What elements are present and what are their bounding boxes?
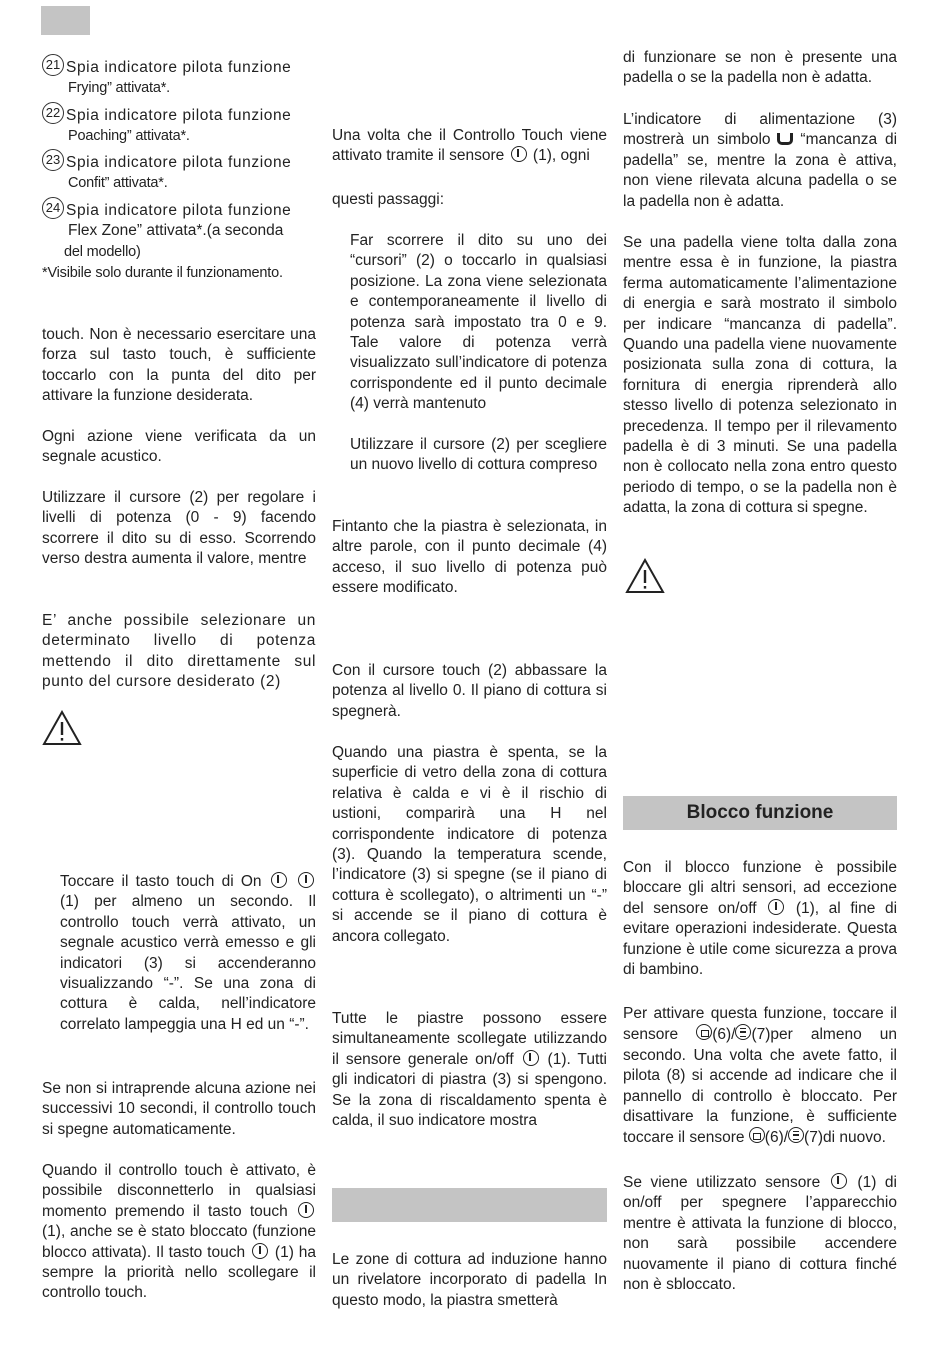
- power-icon: [298, 1202, 314, 1218]
- warning-icon: [42, 710, 82, 746]
- paragraph-lock-function: Con il blocco funzione è possibile bloccare gli altri sensori, ad eccezione del sensore on/off (1), al fine di evitare operazioni indesiderate. Questa funzione è utile come sicurezza a prova di bambino.: [623, 859, 898, 979]
- paragraph-plate-off: Quando una piastra è spenta, se la superficie di vetro della zona di cottura relativa è calda e vi è il rischio di ustioni, comparirà una H nel corrispondente indicatore di potenza (3). Quando la temperatura scende, l’indicatore (3) si spegne (se il piano di cottura è scollegato), o altrimenti un “-” si accende se il piano di cottura è ancora collegato.: [332, 744, 607, 945]
- paragraph-use-slider: Utilizzare il cursore (2) per scegliere un nuovo livello di cottura compreso: [350, 436, 607, 474]
- lock-icon: [749, 1127, 765, 1143]
- list-item: 24 Spia indicatore pilota funzione Flex Zone” attivata*.(a seconda del modello): [42, 201, 316, 262]
- lock-icon: [696, 1024, 712, 1040]
- footnote: *Visibile solo durante il funzionamento.: [42, 265, 283, 281]
- paragraph-once-active: Una volta che il Controllo Touch viene attivato tramite il sensore (1), ogni: [332, 127, 607, 165]
- page-number-tab: [41, 6, 90, 35]
- item-number: 21: [42, 54, 64, 76]
- power-icon: [511, 146, 527, 162]
- paragraph-touch: touch. Non è necessario esercitare una forza sul tasto touch, è sufficiente toccarlo con la punta del dito per attivare la funzione desiderata.: [42, 326, 316, 405]
- paragraph-signal: Ogni azione viene verificata da un segnale acustico.: [42, 428, 316, 466]
- power-icon: [523, 1050, 539, 1066]
- paragraph-while-selected: Fintanto che la piastra è selezionata, in altre parole, con il punto decimale (4) acceso, il suo livello di potenza può essere modificato.: [332, 518, 607, 597]
- paragraph-no-pan: di funzionare se non è presente una padella o se la padella non è adatta.: [623, 49, 897, 87]
- paragraph-locked-off: Se viene utilizzato sensore (1) di on/off per spegnere l’apparecchio mentre è attivata la funzione di blocco, non sarà possibile accendere nuovamente il piano di cottura finché non è sbloccato.: [623, 1174, 897, 1294]
- warning-icon: [625, 558, 665, 594]
- power-icon: [252, 1243, 268, 1259]
- paragraph-direct-level: E’ anche possibile selezionare un determinato livello di potenza mettendo il dito direttamente sul punto del cursore desiderato (2): [42, 612, 316, 691]
- paragraph-steps: questi passaggi:: [332, 191, 445, 208]
- paragraph-activate-lock: Per attivare questa funzione, toccare il sensore (6)/ (7)per almeno un secondo. Una volta che avete fatto, il pilota (8) si accende ad indicare che il pannello di controllo è bloccato. Per disattivare la funzione, è sufficiente toccare il sensore (6)/ (7)di nuovo.: [623, 1005, 897, 1147]
- section-heading-bar: [332, 1188, 607, 1222]
- list-item: 21 Spia indicatore pilota funzione Frying” attivata*.: [42, 58, 316, 99]
- paragraph-pan-removed: Se una padella viene tolta dalla zona mentre essa è in funzione, la piastra ferma automaticamente l’alimentazione di energia e sarà mostrato il simbolo per indicare “mancanza di padella”. Quando una padella viene nuovamente posizionata sulla zona di cottura, la fornitura di energia riprenderà allo stesso livello di potenza selezionato in precedenza. Il tempo per il rilevamento padella è di 3 minuti. Se una padella non è collocato nella zona entro questo periodo di tempo, o se la padella non è adatta, la zona di cottura si spegne.: [623, 234, 897, 517]
- list-item: 23 Spia indicatore pilota funzione Confit” attivata*.: [42, 153, 316, 194]
- section-heading-blocco-funzione: Blocco funzione: [623, 796, 897, 830]
- paragraph-lower-power: Con il cursore touch (2) abbassare la potenza al livello 0. Il piano di cottura si spegnerà.: [332, 662, 607, 720]
- paragraph-all-off: Tutte le piastre possono essere simultaneamente scollegate utilizzando il sensore generale on/off (1). Tutti gli indicatori di piastra (3) si spengono. Se la zona di riscaldamento spenta è calda, il suo indicatore mostra: [332, 1010, 607, 1130]
- paragraph-slide-finger: Far scorrere il dito su uno dei “cursori” (2) o toccarlo in qualsiasi posizione. La zona viene selezionata e contemporaneamente il livello di potenza sarà impostato tra 0 e 9. Tale valore di potenza verrà visualizzato sull’indicatore di potenza corrispondente ed il punto decimale (4) verrà mantenuto: [350, 232, 607, 413]
- paragraph-disconnect: Quando il controllo touch è attivato, è possibile disconnetterlo in qualsiasi momento premendo il tasto touch (1), anche se è stato bloccato (funzione blocco attivata). Il tasto touch (1) ha sempre la priorità nello scollegare il controllo touch.: [42, 1162, 317, 1302]
- paragraph-induction: Le zone di cottura ad induzione hanno un rivelatore incorporato di padella In questo modo, la piastra smetterà: [332, 1251, 607, 1309]
- menu-icon: [788, 1127, 804, 1143]
- no-pan-symbol-icon: [777, 133, 793, 145]
- paragraph-turn-on: Toccare il tasto touch di On (1) per almeno un secondo. Il controllo touch verrà attivato, un segnale acustico verrà emesso e gli indicatori (3) si accenderanno visualizzando “-”. Se una zona di cottura è calda, nell’indicatore correlato lampeggia una H ed un “-”.: [60, 873, 316, 1033]
- power-icon: [831, 1173, 847, 1189]
- menu-icon: [735, 1024, 751, 1040]
- power-icon: [768, 899, 784, 915]
- item-number: 23: [42, 149, 64, 171]
- paragraph-auto-off: Se non si intraprende alcuna azione nei successivi 10 secondi, il controllo touch si spegne automaticamente.: [42, 1080, 316, 1138]
- power-icon: [271, 872, 287, 888]
- power-icon: [298, 872, 314, 888]
- item-number: 22: [42, 102, 64, 124]
- item-number: 24: [42, 197, 64, 219]
- list-item: 22 Spia indicatore pilota funzione Poaching” attivata*.: [42, 106, 316, 147]
- paragraph-slider: Utilizzare il cursore (2) per regolare i livelli di potenza (0 - 9) facendo scorrere il dito su di esso. Scorrendo verso destra aumenta il valore, mentre: [42, 489, 316, 568]
- paragraph-pan-indicator: L’indicatore di alimentazione (3) mostrerà un simbolo “mancanza di padella” se, mentre la zona è attiva, non viene rilevata alcuna padella o se la padella non è adatta.: [623, 111, 898, 210]
